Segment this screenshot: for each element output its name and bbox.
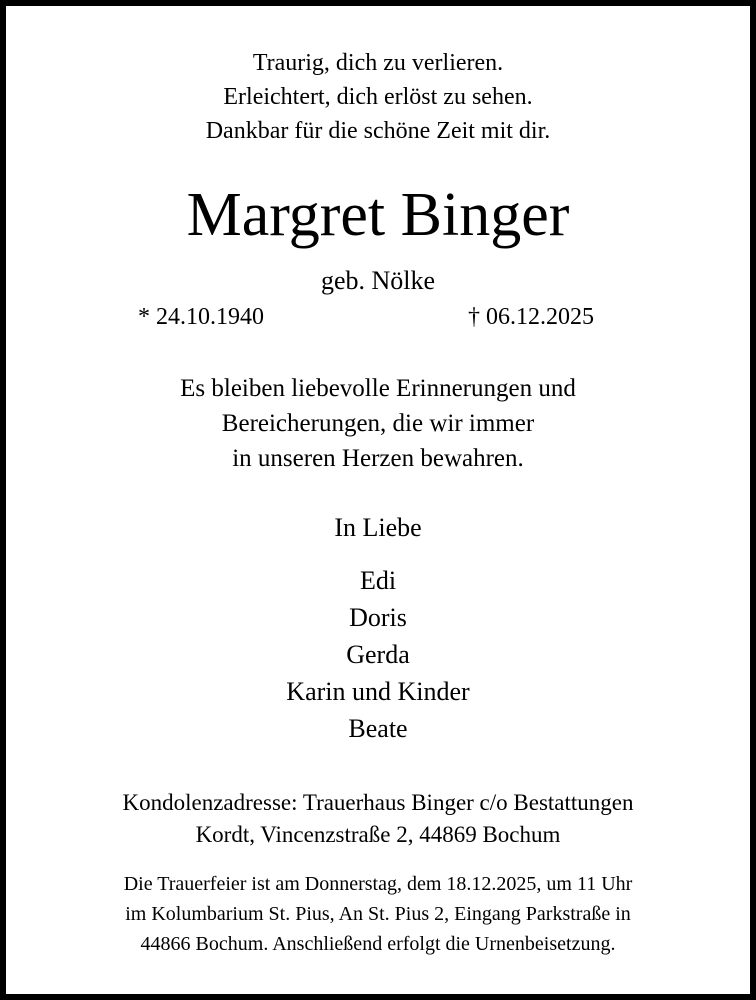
memory-line: in unseren Herzen bewahren. <box>232 445 524 472</box>
service-line: Die Trauerfeier ist am Donnerstag, dem 18.12.2025, um 11 Uhr <box>123 873 633 895</box>
maiden-name: geb. Nölke <box>320 266 436 295</box>
service-line: 44866 Bochum. Anschließend erfolgt die Urnenbeisetzung. <box>140 933 616 955</box>
poem-line: Erleichtert, dich erlöst zu sehen. <box>223 84 533 110</box>
mourner-name: Gerda <box>346 640 410 669</box>
mourner-name: Doris <box>349 603 407 632</box>
poem-line: Dankbar für die schöne Zeit mit dir. <box>205 118 551 144</box>
address-line: Kondolenzadresse: Trauerhaus Binger c/o Bestattungen <box>122 790 634 815</box>
memory-line: Es bleiben liebevolle Erinnerungen und <box>180 375 576 402</box>
deceased-name: Margret Binger <box>186 181 570 249</box>
farewell-phrase: In Liebe <box>334 513 422 542</box>
mourner-name: Edi <box>359 566 397 595</box>
death-date: † 06.12.2025 <box>468 304 594 330</box>
poem-line: Traurig, dich zu verlieren. <box>252 50 504 76</box>
mourner-name: Beate <box>348 714 408 743</box>
mourner-name: Karin und Kinder <box>286 677 470 706</box>
birth-date: * 24.10.1940 <box>138 304 264 330</box>
obituary-notice <box>6 6 750 994</box>
memory-line: Bereicherungen, die wir immer <box>221 410 535 437</box>
service-line: im Kolumbarium St. Pius, An St. Pius 2, Eingang Parkstraße in <box>125 903 631 925</box>
address-line: Kordt, Vincenzstraße 2, 44869 Bochum <box>195 822 561 847</box>
